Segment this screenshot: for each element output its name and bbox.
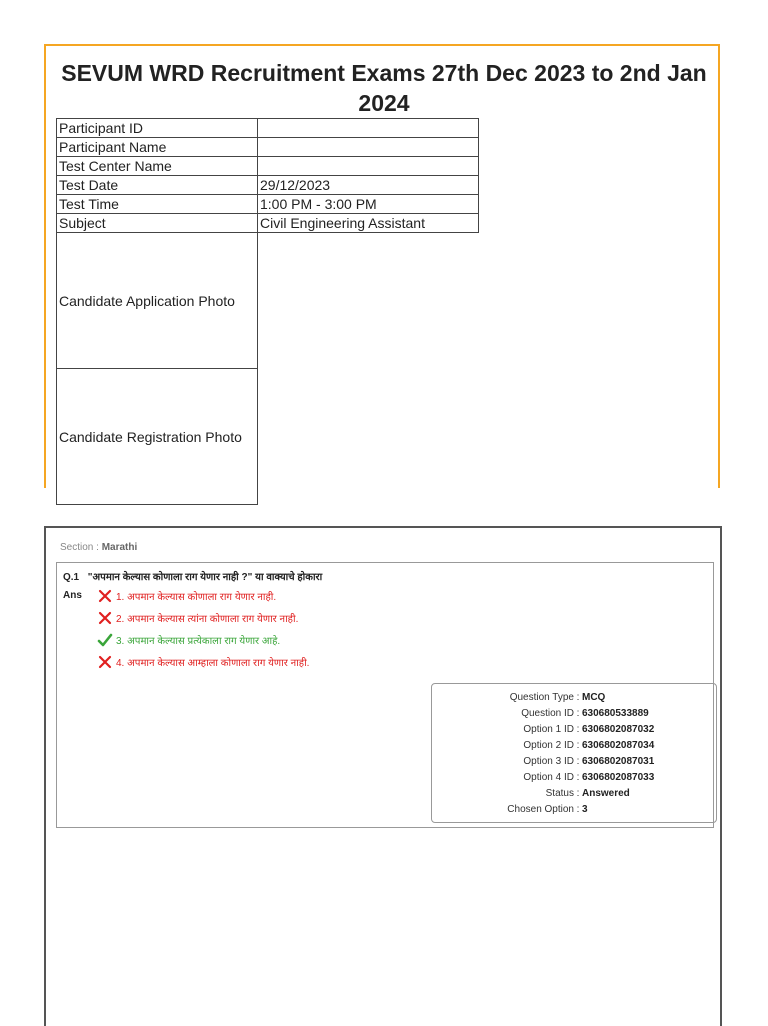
meta-label: Question ID <box>521 708 574 719</box>
question-row <box>63 569 322 583</box>
option-2 <box>97 611 298 625</box>
option-4 <box>97 655 309 669</box>
meta-label: Status <box>545 788 574 799</box>
meta-value: Answered <box>582 788 630 799</box>
section-name: Marathi <box>101 542 138 553</box>
subject-value: Civil Engineering Assistant <box>258 214 479 233</box>
question-number: Q.1 <box>63 572 80 583</box>
meta-row: Question ID : 630680533889 <box>432 706 716 722</box>
meta-value: 3 <box>582 804 588 815</box>
registration-photo-label: Candidate Registration Photo <box>57 369 258 505</box>
test-date-label: Test Date <box>57 176 258 195</box>
exam-title: SEVUM WRD Recruitment Exams 27th Dec 2023 to 2nd Jan 2024 <box>61 60 707 116</box>
candidate-info-card <box>44 44 720 488</box>
meta-label: Chosen Option <box>507 804 574 815</box>
question-meta-box <box>431 683 717 823</box>
answer-label: Ans <box>63 590 82 601</box>
table-row <box>57 233 479 369</box>
application-photo <box>258 233 479 369</box>
participant-id-label: Participant ID <box>57 119 258 138</box>
table-row <box>57 138 479 157</box>
meta-row: Option 3 ID : 6306802087031 <box>432 754 716 770</box>
participant-name-label: Participant Name <box>57 138 258 157</box>
section-label <box>60 542 137 553</box>
meta-value: 6306802087033 <box>582 772 655 783</box>
question-text: "अपमान केल्यास कोणाला राग येणार नाही ?" या वाक्याचे होकारा <box>87 572 323 583</box>
meta-row: Chosen Option : 3 <box>432 802 716 818</box>
meta-label: Option 3 ID <box>523 756 574 767</box>
table-row <box>57 369 479 505</box>
option-1 <box>97 589 276 603</box>
table-row <box>57 195 479 214</box>
option-3 <box>97 633 280 647</box>
meta-row: Option 2 ID : 6306802087034 <box>432 738 716 754</box>
meta-value: 630680533889 <box>582 708 649 719</box>
meta-row: Option 1 ID : 6306802087032 <box>432 722 716 738</box>
participant-name-value <box>258 138 479 157</box>
question-panel <box>44 526 722 1026</box>
meta-label: Option 4 ID <box>523 772 574 783</box>
meta-row: Status : Answered <box>432 786 716 802</box>
test-center-label: Test Center Name <box>57 157 258 176</box>
table-row <box>57 119 479 138</box>
subject-label: Subject <box>57 214 258 233</box>
meta-value: 6306802087031 <box>582 756 655 767</box>
option-text: 4. अपमान केल्यास आम्हाला कोणाला राग येणार नाही. <box>116 658 310 669</box>
participant-id-value <box>258 119 479 138</box>
cross-icon <box>97 611 113 625</box>
section-prefix: Section : <box>60 542 102 553</box>
table-row <box>57 176 479 195</box>
test-time-label: Test Time <box>57 195 258 214</box>
meta-label: Option 2 ID <box>523 740 574 751</box>
meta-value: 6306802087032 <box>582 724 655 735</box>
meta-row: Option 4 ID : 6306802087033 <box>432 770 716 786</box>
option-text: 2. अपमान केल्यास त्यांना कोणाला राग येणार नाही. <box>116 614 299 625</box>
option-text: 1. अपमान केल्यास कोणाला राग येणार नाही. <box>116 592 277 603</box>
cross-icon <box>97 589 113 603</box>
question-box <box>56 562 714 828</box>
meta-row: Question Type : MCQ <box>432 690 716 706</box>
meta-label: Question Type <box>509 692 574 703</box>
cross-icon <box>97 655 113 669</box>
candidate-info-table <box>56 118 479 505</box>
table-row <box>57 157 479 176</box>
meta-value: MCQ <box>582 692 606 703</box>
application-photo-label: Candidate Application Photo <box>57 233 258 369</box>
registration-photo <box>258 369 479 505</box>
table-row <box>57 214 479 233</box>
test-center-value <box>258 157 479 176</box>
checkmark-icon <box>97 633 113 647</box>
test-date-value: 29/12/2023 <box>258 176 479 195</box>
option-text: 3. अपमान केल्यास प्रत्येकाला राग येणार आहे. <box>116 636 281 647</box>
test-time-value: 1:00 PM - 3:00 PM <box>258 195 479 214</box>
meta-value: 6306802087034 <box>582 740 655 751</box>
meta-label: Option 1 ID <box>523 724 574 735</box>
